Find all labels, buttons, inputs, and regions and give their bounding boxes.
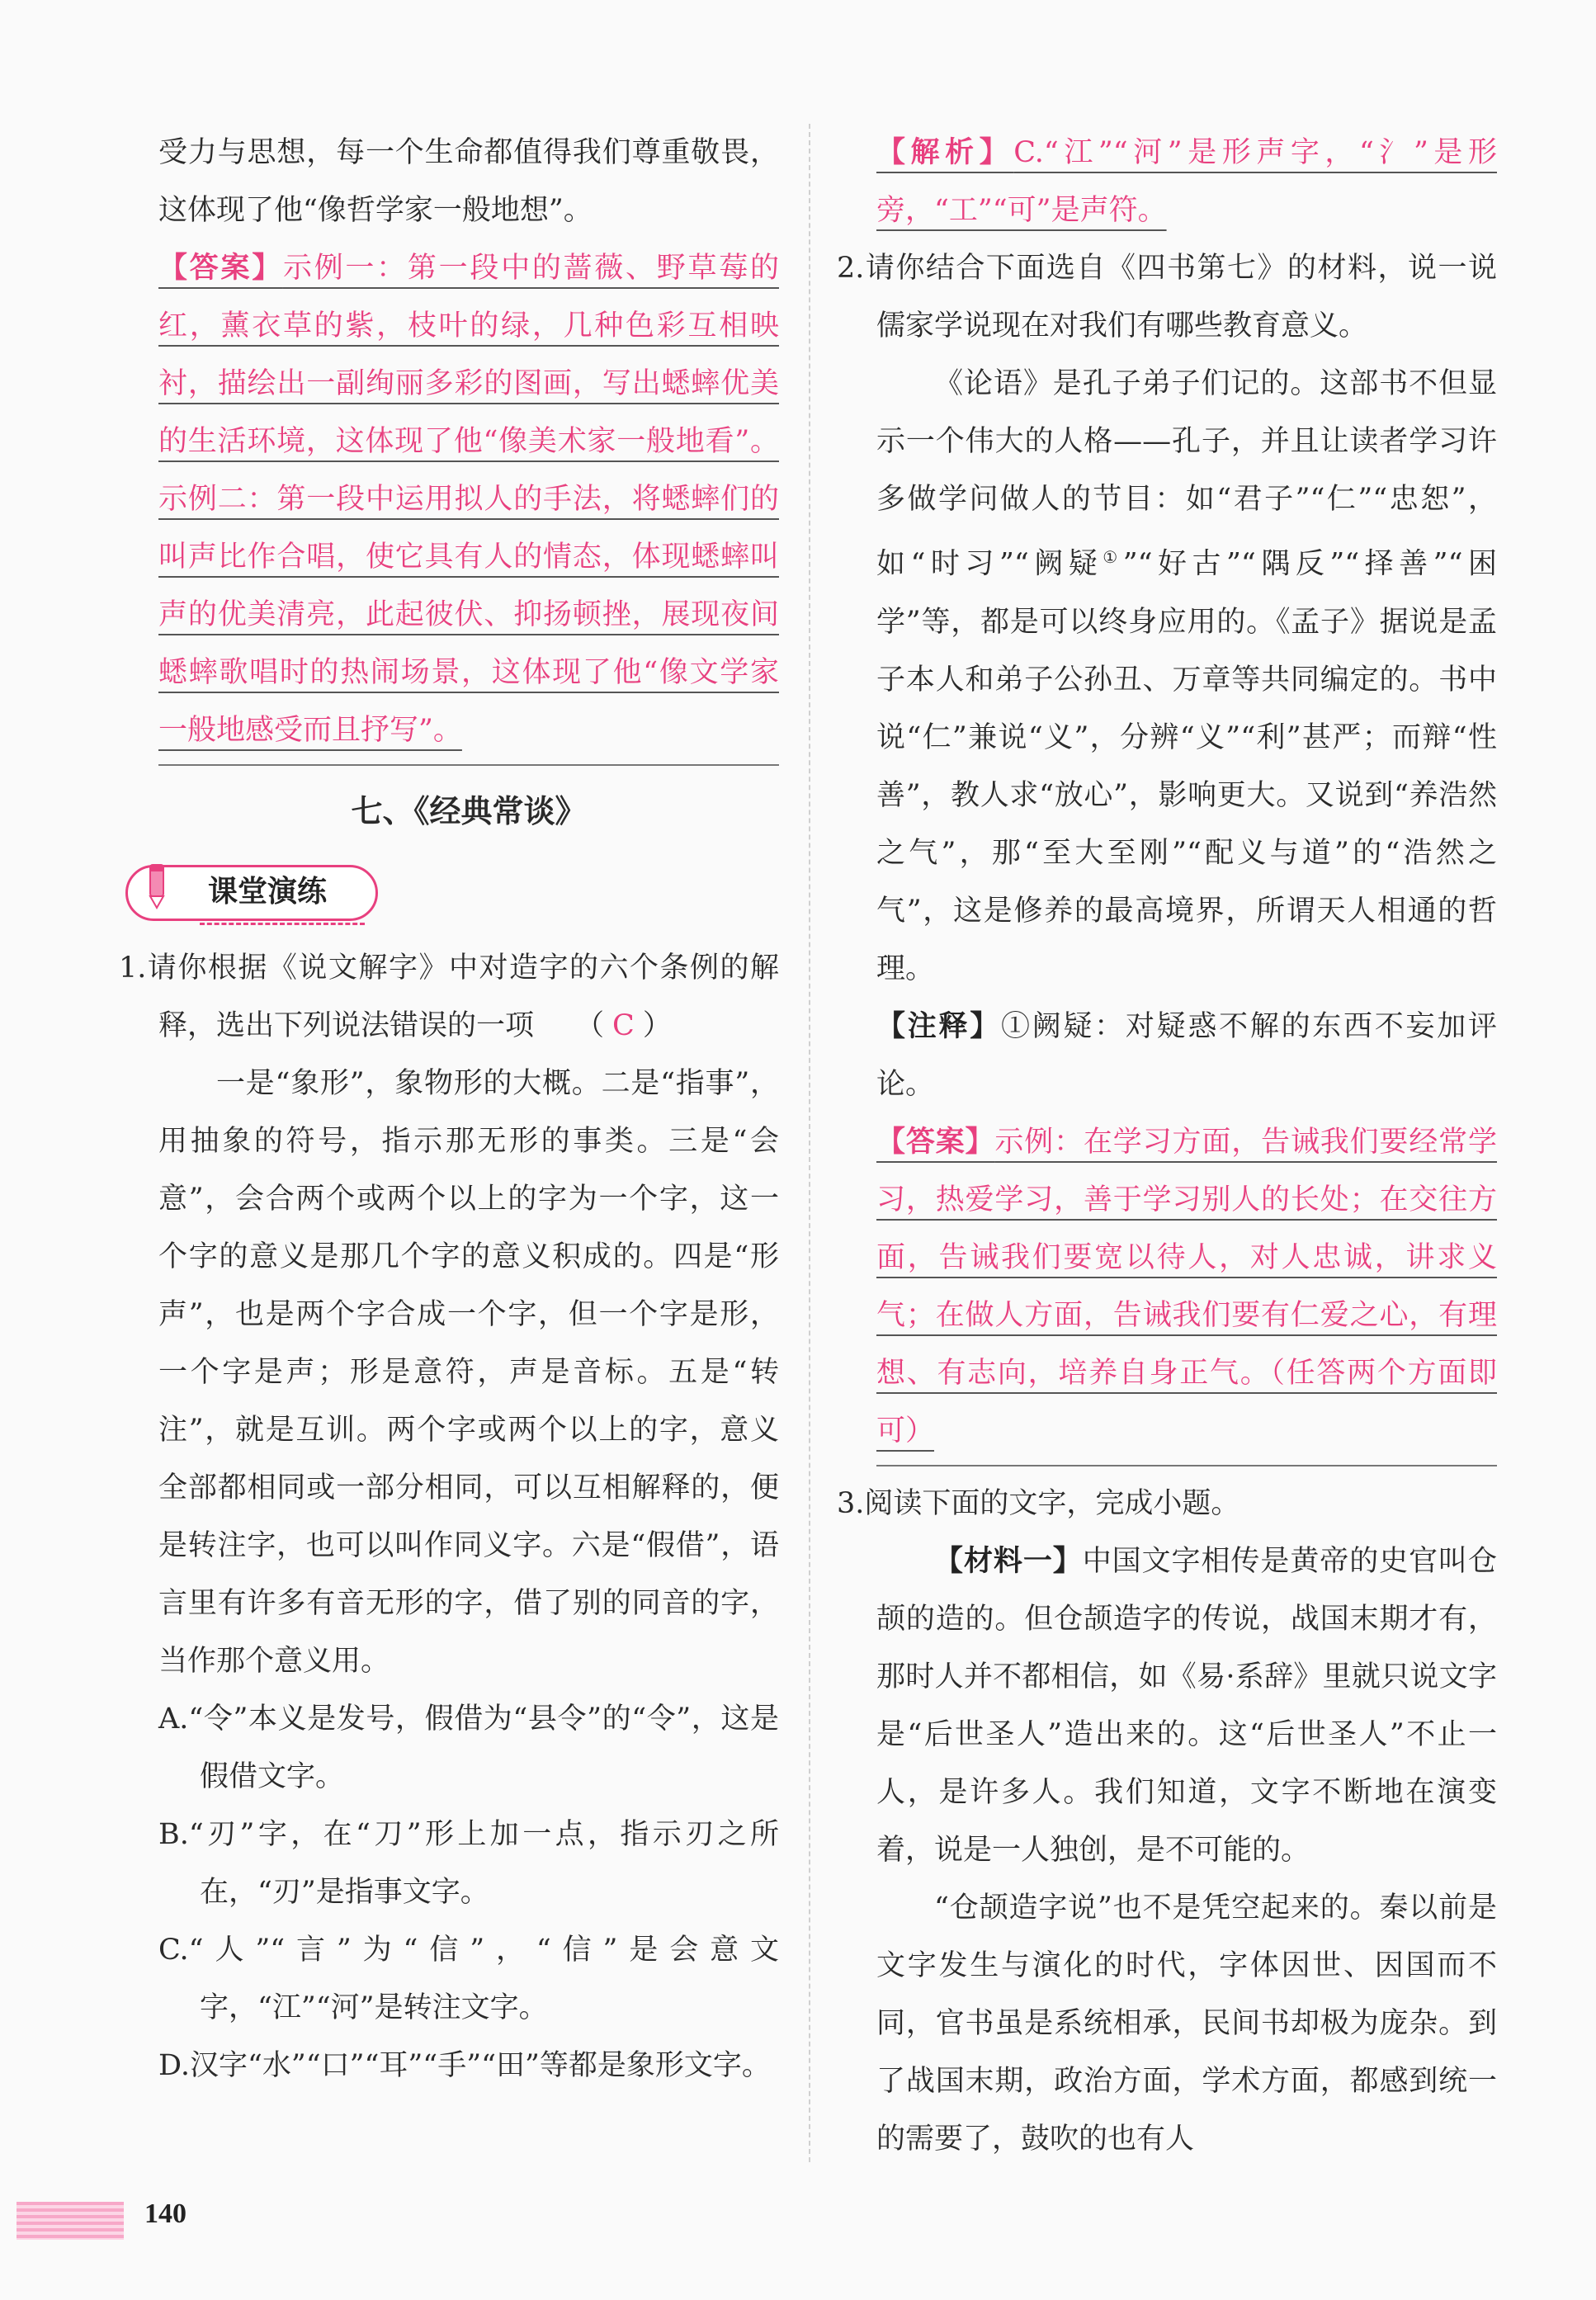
analysis-tag: 【解析】 — [876, 136, 1014, 169]
answer-2-block — [876, 1113, 1497, 1460]
option-d: D.汉字“水”“口”“耳”“手”“田”等都是象形文字。 — [158, 2049, 771, 2082]
chapter-title: 七、《经典常谈》 — [351, 793, 587, 829]
q2-passage-b: ”“好古”“隅反”“择善”“困学”等，都是可以终身应用的。《孟子》据说是孟子本人和弟子公孙丑、万章等共同编定的。书中说“仁”兼说“义”，分辨“义”“利”甚严；而辩“性善”，教人求“放心”，影响更大。又说到“养浩然之气”，那“至大至刚”“配义与道”的“浩然之气”，这是修养的最高境界，所谓天人相通的哲理。 — [876, 547, 1497, 985]
q2-number: 2. — [837, 252, 865, 285]
material-tag: 【材料一】 — [934, 1544, 1083, 1578]
answer-2-rule — [876, 1465, 1497, 1466]
question-1 — [119, 939, 779, 1055]
question-3 — [837, 1475, 1497, 1533]
section-label: 课堂演练 — [208, 875, 328, 909]
q1-number: 1. — [119, 952, 147, 985]
q1-paren-open: （ — [575, 1009, 605, 1042]
material-1 — [876, 1533, 1497, 1879]
q1-passage: 一是“象形”，象物形的大概。二是“指事”，用抽象的符号，指示那无形的事类。三是“会意”，会合两个或两个以上的字为一个字，这一个字的意义是那几个字的意义积成的。四是“形声”，也是两个字合成一个字，但一个字是形，一个字是声；形是意符，声是音标。五是“转注”，就是互训。两个字或两个以上的字，意义全部都相同或一部分相同，可以互相解释的，便是转注字，也可以叫作同义字。六是“假借”，语言里有许多有音无形的字，借了别的同音的字，当作那个意义用。 — [158, 1067, 779, 1678]
q1-paren-close: ） — [642, 1009, 672, 1042]
section-banner — [158, 857, 779, 931]
right-column — [837, 124, 1497, 2168]
answer-rule — [158, 764, 779, 766]
footnote-marker: ① — [1103, 547, 1123, 567]
material-1-text: 中国文字相传是黄帝的史官叫仓颉的造的。但仓颉造字的传说，战国末期才有，那时人并不都相信，如《易·系辞》里就只说文字是“后世圣人”造出来的。这“后世圣人”不止一人，是许多人。我们知道，文字不断地在演变着，说是一人独创，是不可能的。 — [876, 1544, 1497, 1867]
section-dash — [200, 923, 365, 925]
answer-2-tag: 【答案】 — [876, 1125, 995, 1159]
pencil-icon — [139, 862, 175, 911]
q2-passage-a: 《论语》是孔子弟子们记的。这部书不但显示一个伟大的人格——孔子，并且让读者学习许多做学问做人的节目：如“君子”“仁”“忠恕”，如“时习”“阙疑 — [876, 367, 1497, 581]
page-number: 140 — [144, 2198, 187, 2229]
analysis-text: C.“江”“河”是形声字，“氵”是形旁，“工”“可”是声符。 — [876, 136, 1497, 227]
option-b: B.“刃”字，在“刀”形上加一点，指示刃之所在，“刃”是指事文字。 — [158, 1818, 779, 1909]
column-divider — [809, 124, 810, 2162]
q2-text: 请你结合下面选自《四书第七》的材料，说一说儒家学说现在对我们有哪些教育意义。 — [864, 252, 1497, 342]
footer-stripe — [17, 2202, 124, 2240]
answer-text: 示例一：第一段中的蔷薇、野草莓的红，薰衣草的紫，枝叶的绿，几种色彩互相映衬，描绘出一副绚丽多彩的图画，写出蟋蟀优美的生活环境，这体现了他“像美术家一般地看”。示例二：第一段中运用拟人的手法，将蟋蟀们的叫声比作合唱，使它具有人的情态，体现蟋蟀叫声的优美清亮，此起彼伏、抑扬顿挫，展现夜间蟋蟀歌唱时的热闹场景，这体现了他“像文学家一般地感受而且抒写”。 — [158, 252, 779, 747]
answer-2-text: 示例：在学习方面，告诫我们要经常学习，热爱学习，善于学习别人的长处；在交往方面，告诫我们要宽以待人，对人忠诚，讲求义气；在做人方面，告诫我们要有仁爱之心，有理想、有志向，培养自身正气。（任答两个方面即可） — [876, 1125, 1497, 1448]
q3-number: 3. — [837, 1486, 865, 1520]
q3-text: 阅读下面的文字，完成小题。 — [864, 1486, 1240, 1520]
analysis-block — [876, 124, 1497, 239]
answer-block — [158, 239, 779, 759]
material-2: “仓颉造字说”也不是凭空起来的。秦以前是文字发生与演化的时代，字体因世、因国而不同，官书虽是系统相承，民间书却极为庞杂。到了战国末期，政治方面，学术方面，都感到统一的需要了，鼓吹的也有人 — [876, 1891, 1497, 2156]
left-column — [119, 124, 779, 2095]
option-a: A.“令”本义是发号，假借为“县令”的“令”，这是假借文字。 — [158, 1703, 779, 1793]
note-tag: 【注释】 — [876, 1009, 1001, 1043]
question-2 — [837, 239, 1497, 355]
note-text: ①阙疑：对疑惑不解的东西不妄加评论。 — [876, 1009, 1497, 1101]
q2-passage — [876, 355, 1497, 998]
q1-text: 请你根据《说文解字》中对造字的六个条例的解释，选出下列说法错误的一项 — [146, 952, 779, 1042]
answer-tag: 【答案】 — [158, 252, 283, 285]
note-block — [876, 998, 1497, 1113]
option-c: C.“人”“言”为“信”，“信”是会意文字，“江”“河”是转注文字。 — [158, 1934, 779, 2024]
q1-answer: C — [612, 1009, 635, 1042]
intro-paragraph: 受力与思想，每一个生命都值得我们尊重敬畏，这体现了他“像哲学家一般地想”。 — [158, 136, 779, 227]
